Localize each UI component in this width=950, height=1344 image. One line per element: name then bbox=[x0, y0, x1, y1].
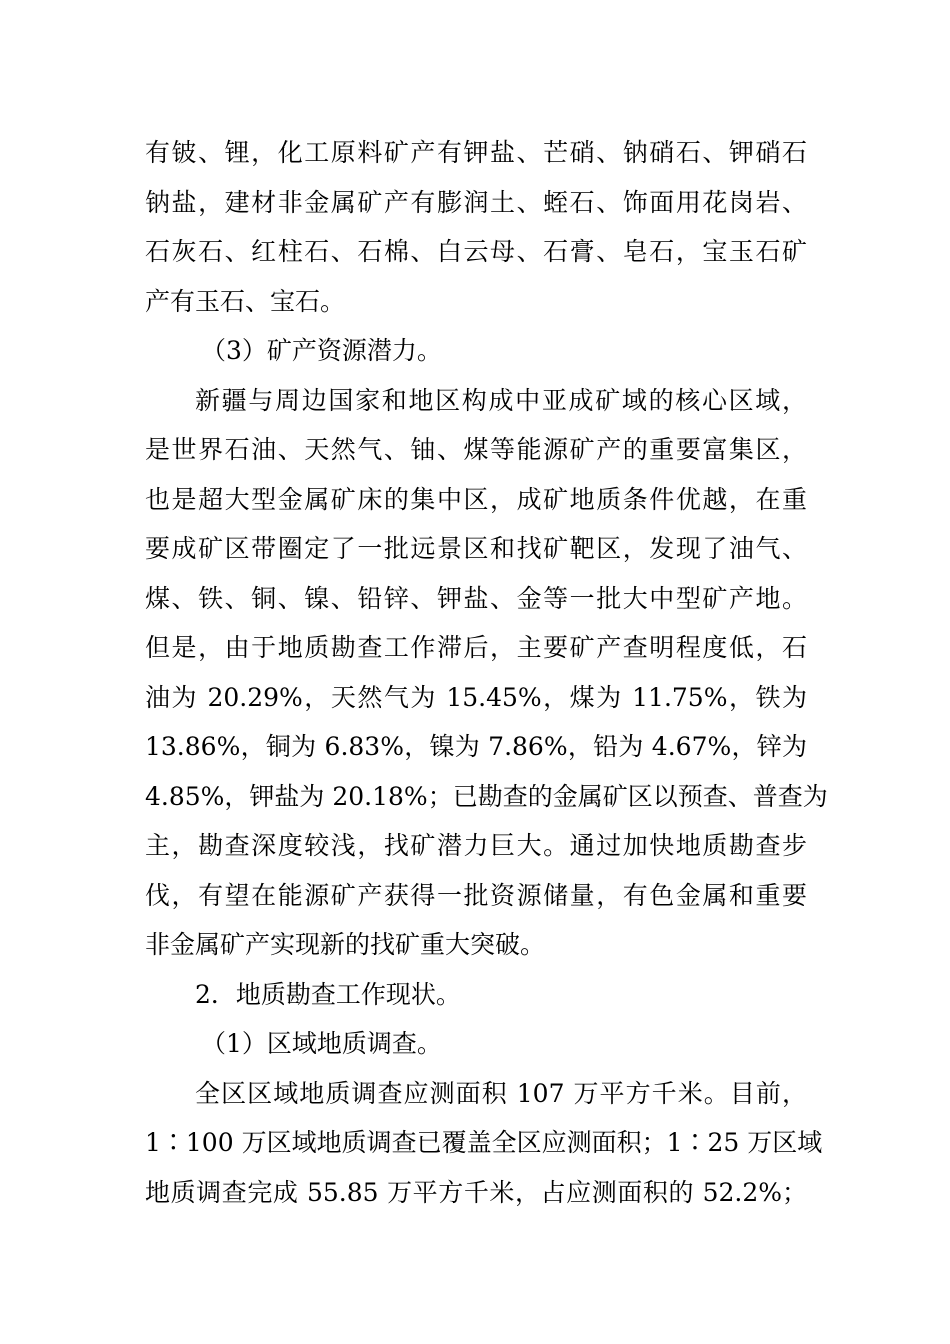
text-line: 有铍、锂，化工原料矿产有钾盐、芒硝、钠硝石、钾硝石 bbox=[145, 138, 807, 167]
text-line: 油为 20.29%，天然气为 15.45%，煤为 11.75%，铁为 bbox=[145, 682, 807, 712]
text-line: 13.86%，铜为 6.83%，镍为 7.86%，铅为 4.67%，锌为 bbox=[145, 732, 807, 761]
text-line: 也是超大型金属矿床的集中区，成矿地质条件优越，在重 bbox=[145, 484, 807, 514]
text-line: 新疆与周边国家和地区构成中亚成矿域的核心区域， bbox=[195, 385, 807, 415]
section-heading: （3）矿产资源潜力。 bbox=[201, 336, 442, 365]
text-line: 1∶100 万区域地质调查已覆盖全区应测面积；1∶25 万区域 bbox=[145, 1128, 823, 1157]
text-line: 要成矿区带圈定了一批远景区和找矿靶区，发现了油气、 bbox=[145, 534, 807, 563]
section-heading: （1）区域地质调查。 bbox=[201, 1029, 442, 1058]
text-line: 伐，有望在能源矿产获得一批资源储量，有色金属和重要 bbox=[145, 880, 807, 910]
body-text bbox=[145, 128, 828, 1217]
text-line: 是世界石油、天然气、铀、煤等能源矿产的重要富集区， bbox=[145, 435, 807, 464]
text-line: 但是，由于地质勘查工作滞后，主要矿产查明程度低，石 bbox=[145, 633, 807, 662]
text-line: 石灰石、红柱石、石棉、白云母、石膏、皂石，宝玉石矿 bbox=[145, 237, 807, 266]
text-line: 全区区域地质调查应测面积 107 万平方千米。目前， bbox=[195, 1078, 807, 1108]
text-line: 非金属矿产实现新的找矿重大突破。 bbox=[145, 930, 546, 959]
text-line: 4.85%，钾盐为 20.18%；已勘查的金属矿区以预查、普查为 bbox=[145, 781, 828, 811]
text-line: 钠盐，建材非金属矿产有膨润土、蛭石、饰面用花岗岩、 bbox=[145, 187, 807, 217]
text-line: 地质调查完成 55.85 万平方千米，占应测面积的 52.2%； bbox=[145, 1177, 807, 1207]
text-line: 煤、铁、铜、镍、铅锌、钾盐、金等一批大中型矿产地。 bbox=[145, 583, 807, 613]
text-line: 产有玉石、宝石。 bbox=[145, 286, 346, 316]
text-line: 主，勘查深度较浅，找矿潜力巨大。通过加快地质勘查步 bbox=[145, 831, 807, 860]
section-heading: 2．地质勘查工作现状。 bbox=[195, 979, 461, 1009]
